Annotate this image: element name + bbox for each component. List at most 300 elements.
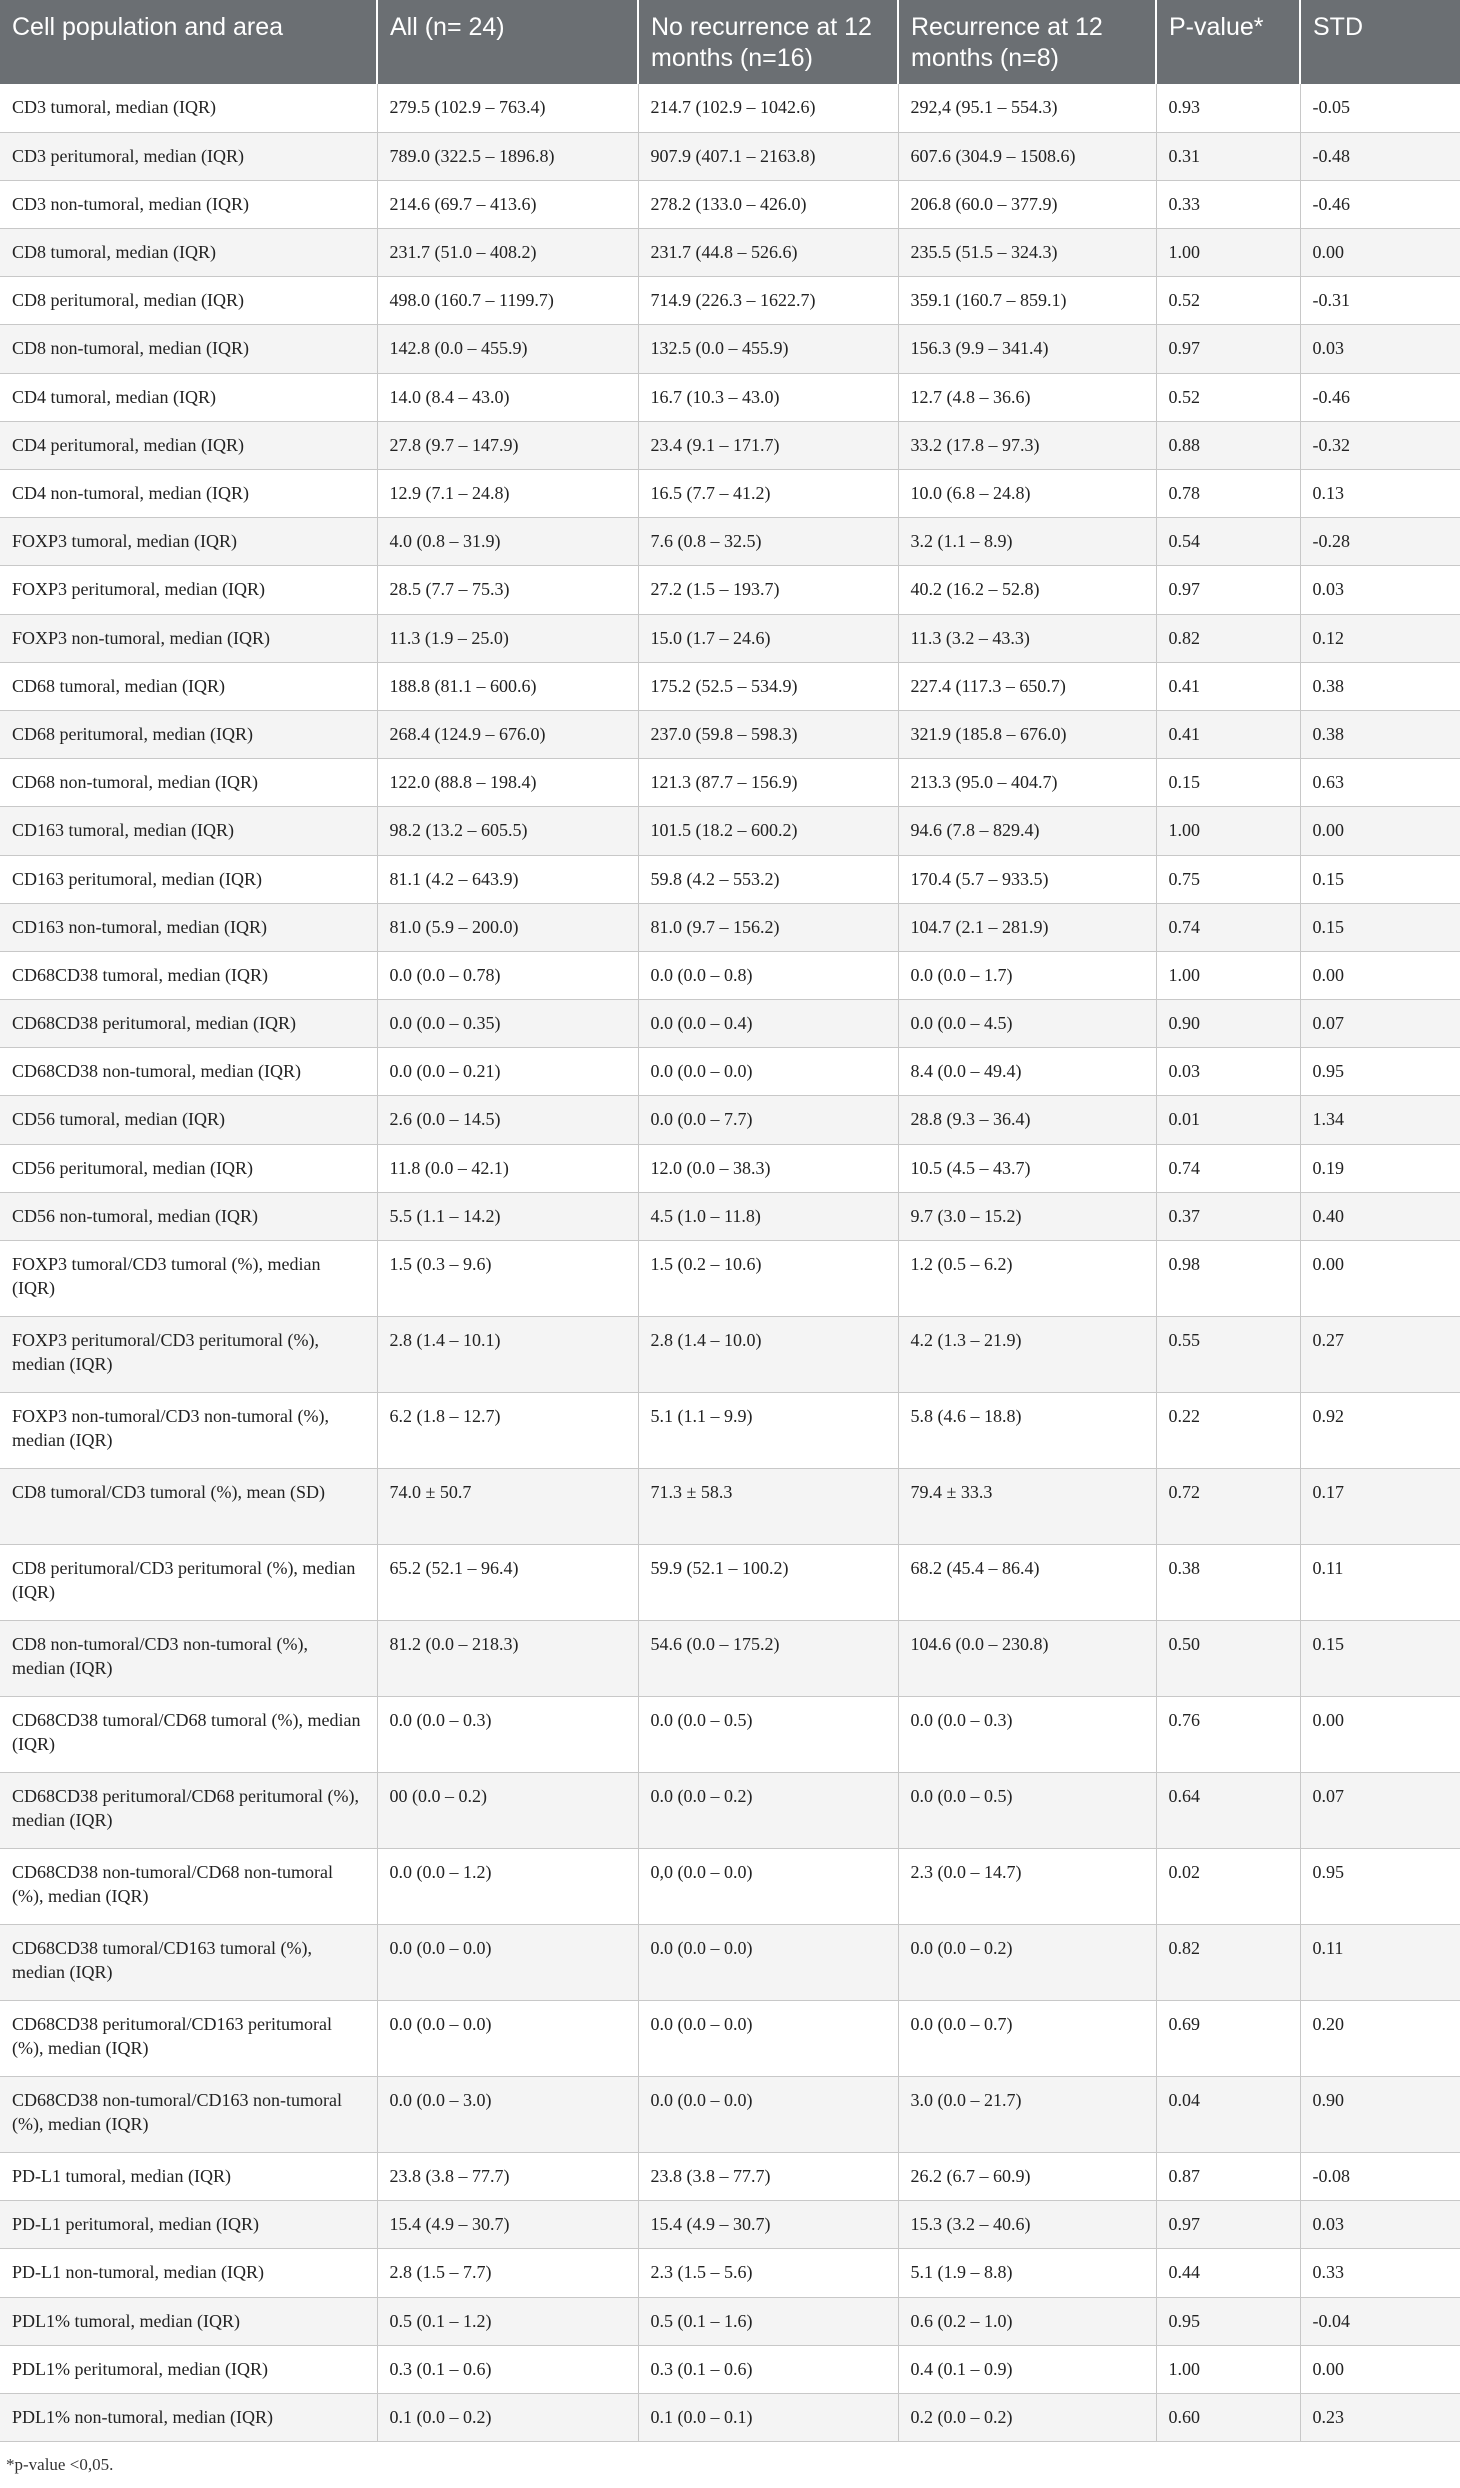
p-value-cell: 0.60	[1156, 2393, 1300, 2441]
table-row	[0, 614, 1460, 662]
table-row	[0, 277, 1460, 325]
cell-population-cell: CD8 tumoral, median (IQR)	[0, 229, 377, 277]
std-value-cell: 0.00	[1300, 1697, 1460, 1773]
no-recurrence-value-cell: 0.5 (0.1 – 1.6)	[638, 2297, 898, 2345]
table-row	[0, 180, 1460, 228]
p-value-cell: 0.72	[1156, 1469, 1300, 1545]
std-value-cell: 0.03	[1300, 566, 1460, 614]
all-value-cell: 81.1 (4.2 – 643.9)	[377, 855, 638, 903]
p-value-cell: 0.41	[1156, 662, 1300, 710]
std-value-cell: 0.17	[1300, 1469, 1460, 1545]
cell-population-cell: CD163 tumoral, median (IQR)	[0, 807, 377, 855]
recurrence-value-cell: 33.2 (17.8 – 97.3)	[898, 421, 1156, 469]
std-value-cell: 0.07	[1300, 1000, 1460, 1048]
p-value-cell: 0.88	[1156, 421, 1300, 469]
p-value-cell: 0.38	[1156, 1545, 1300, 1621]
recurrence-value-cell: 206.8 (60.0 – 377.9)	[898, 180, 1156, 228]
recurrence-value-cell: 0.0 (0.0 – 4.5)	[898, 1000, 1156, 1048]
std-value-cell: -0.04	[1300, 2297, 1460, 2345]
std-value-cell: 0.12	[1300, 614, 1460, 662]
std-value-cell: 0.00	[1300, 229, 1460, 277]
p-value-cell: 0.98	[1156, 1241, 1300, 1317]
std-value-cell: 0.15	[1300, 855, 1460, 903]
cell-population-cell: FOXP3 tumoral, median (IQR)	[0, 518, 377, 566]
p-value-cell: 0.31	[1156, 132, 1300, 180]
cell-population-cell: CD68CD38 tumoral/CD163 tumoral (%), median (IQR)	[0, 1925, 377, 2001]
recurrence-value-cell: 0.0 (0.0 – 0.2)	[898, 1925, 1156, 2001]
all-value-cell: 14.0 (8.4 – 43.0)	[377, 373, 638, 421]
table-row	[0, 325, 1460, 373]
table-row	[0, 1317, 1460, 1393]
no-recurrence-value-cell: 16.7 (10.3 – 43.0)	[638, 373, 898, 421]
cell-population-cell: CD4 tumoral, median (IQR)	[0, 373, 377, 421]
all-value-cell: 0.0 (0.0 – 3.0)	[377, 2077, 638, 2153]
cell-population-cell: CD68CD38 tumoral/CD68 tumoral (%), median (IQR)	[0, 1697, 377, 1773]
all-value-cell: 81.2 (0.0 – 218.3)	[377, 1621, 638, 1697]
std-value-cell: 0.15	[1300, 903, 1460, 951]
no-recurrence-value-cell: 5.1 (1.1 – 9.9)	[638, 1393, 898, 1469]
all-value-cell: 0.0 (0.0 – 0.3)	[377, 1697, 638, 1773]
no-recurrence-value-cell: 81.0 (9.7 – 156.2)	[638, 903, 898, 951]
column-header: All (n= 24)	[377, 0, 638, 84]
table-body	[0, 84, 1460, 2442]
cell-population-cell: CD68CD38 peritumoral/CD68 peritumoral (%), median (IQR)	[0, 1773, 377, 1849]
recurrence-value-cell: 9.7 (3.0 – 15.2)	[898, 1192, 1156, 1240]
no-recurrence-value-cell: 1.5 (0.2 – 10.6)	[638, 1241, 898, 1317]
all-value-cell: 0.5 (0.1 – 1.2)	[377, 2297, 638, 2345]
table-row	[0, 1469, 1460, 1545]
all-value-cell: 27.8 (9.7 – 147.9)	[377, 421, 638, 469]
no-recurrence-value-cell: 121.3 (87.7 – 156.9)	[638, 759, 898, 807]
recurrence-value-cell: 8.4 (0.0 – 49.4)	[898, 1048, 1156, 1096]
cell-population-cell: CD8 non-tumoral/CD3 non-tumoral (%), median (IQR)	[0, 1621, 377, 1697]
std-value-cell: 0.95	[1300, 1849, 1460, 1925]
p-value-cell: 0.69	[1156, 2001, 1300, 2077]
p-value-cell: 0.50	[1156, 1621, 1300, 1697]
cell-population-cell: FOXP3 non-tumoral/CD3 non-tumoral (%), median (IQR)	[0, 1393, 377, 1469]
column-header: P-value*	[1156, 0, 1300, 84]
no-recurrence-value-cell: 214.7 (102.9 – 1042.6)	[638, 84, 898, 132]
all-value-cell: 214.6 (69.7 – 413.6)	[377, 180, 638, 228]
p-value-cell: 0.55	[1156, 1317, 1300, 1393]
p-value-cell: 0.22	[1156, 1393, 1300, 1469]
all-value-cell: 2.8 (1.5 – 7.7)	[377, 2249, 638, 2297]
all-value-cell: 0.1 (0.0 – 0.2)	[377, 2393, 638, 2441]
table-row	[0, 662, 1460, 710]
cell-population-cell: CD163 peritumoral, median (IQR)	[0, 855, 377, 903]
p-value-cell: 0.01	[1156, 1096, 1300, 1144]
column-header: No recurrence at 12 months (n=16)	[638, 0, 898, 84]
no-recurrence-value-cell: 15.4 (4.9 – 30.7)	[638, 2201, 898, 2249]
table-header	[0, 0, 1460, 84]
cell-population-cell: CD68 peritumoral, median (IQR)	[0, 710, 377, 758]
cell-population-cell: CD3 peritumoral, median (IQR)	[0, 132, 377, 180]
std-value-cell: 1.34	[1300, 1096, 1460, 1144]
table-row	[0, 1393, 1460, 1469]
cell-population-cell: CD3 non-tumoral, median (IQR)	[0, 180, 377, 228]
p-value-cell: 0.52	[1156, 373, 1300, 421]
no-recurrence-value-cell: 16.5 (7.7 – 41.2)	[638, 470, 898, 518]
recurrence-value-cell: 1.2 (0.5 – 6.2)	[898, 1241, 1156, 1317]
cell-population-cell: CD4 peritumoral, median (IQR)	[0, 421, 377, 469]
std-value-cell: -0.48	[1300, 132, 1460, 180]
recurrence-value-cell: 79.4 ± 33.3	[898, 1469, 1156, 1545]
header-row	[0, 0, 1460, 84]
recurrence-value-cell: 5.1 (1.9 – 8.8)	[898, 2249, 1156, 2297]
std-value-cell: 0.19	[1300, 1144, 1460, 1192]
p-value-cell: 0.74	[1156, 1144, 1300, 1192]
cell-population-cell: PD-L1 non-tumoral, median (IQR)	[0, 2249, 377, 2297]
all-value-cell: 15.4 (4.9 – 30.7)	[377, 2201, 638, 2249]
all-value-cell: 122.0 (88.8 – 198.4)	[377, 759, 638, 807]
recurrence-value-cell: 12.7 (4.8 – 36.6)	[898, 373, 1156, 421]
all-value-cell: 12.9 (7.1 – 24.8)	[377, 470, 638, 518]
no-recurrence-value-cell: 15.0 (1.7 – 24.6)	[638, 614, 898, 662]
table-row	[0, 1241, 1460, 1317]
recurrence-value-cell: 2.3 (0.0 – 14.7)	[898, 1849, 1156, 1925]
std-value-cell: -0.46	[1300, 180, 1460, 228]
no-recurrence-value-cell: 27.2 (1.5 – 193.7)	[638, 566, 898, 614]
cell-population-cell: CD56 peritumoral, median (IQR)	[0, 1144, 377, 1192]
no-recurrence-value-cell: 0.0 (0.0 – 0.0)	[638, 2001, 898, 2077]
std-value-cell: 0.11	[1300, 1545, 1460, 1621]
all-value-cell: 0.3 (0.1 – 0.6)	[377, 2345, 638, 2393]
table-row	[0, 84, 1460, 132]
no-recurrence-value-cell: 0.0 (0.0 – 7.7)	[638, 1096, 898, 1144]
p-value-cell: 0.15	[1156, 759, 1300, 807]
cell-population-cell: CD8 tumoral/CD3 tumoral (%), mean (SD)	[0, 1469, 377, 1545]
all-value-cell: 28.5 (7.7 – 75.3)	[377, 566, 638, 614]
recurrence-value-cell: 0.0 (0.0 – 0.5)	[898, 1773, 1156, 1849]
no-recurrence-value-cell: 23.4 (9.1 – 171.7)	[638, 421, 898, 469]
table-row	[0, 903, 1460, 951]
std-value-cell: 0.95	[1300, 1048, 1460, 1096]
std-value-cell: 0.40	[1300, 1192, 1460, 1240]
p-value-cell: 0.44	[1156, 2249, 1300, 2297]
table-row	[0, 566, 1460, 614]
p-value-cell: 0.90	[1156, 1000, 1300, 1048]
no-recurrence-value-cell: 0.0 (0.0 – 0.5)	[638, 1697, 898, 1773]
all-value-cell: 23.8 (3.8 – 77.7)	[377, 2153, 638, 2201]
no-recurrence-value-cell: 12.0 (0.0 – 38.3)	[638, 1144, 898, 1192]
recurrence-value-cell: 607.6 (304.9 – 1508.6)	[898, 132, 1156, 180]
p-value-cell: 0.97	[1156, 566, 1300, 614]
p-value-cell: 0.33	[1156, 180, 1300, 228]
p-value-cell: 1.00	[1156, 2345, 1300, 2393]
std-value-cell: 0.00	[1300, 807, 1460, 855]
recurrence-value-cell: 0.4 (0.1 – 0.9)	[898, 2345, 1156, 2393]
no-recurrence-value-cell: 23.8 (3.8 – 77.7)	[638, 2153, 898, 2201]
table-row	[0, 807, 1460, 855]
table-row	[0, 132, 1460, 180]
p-value-cell: 0.76	[1156, 1697, 1300, 1773]
column-header: STD	[1313, 13, 1363, 41]
std-value-cell: 0.33	[1300, 2249, 1460, 2297]
no-recurrence-value-cell: 0.0 (0.0 – 0.0)	[638, 1925, 898, 2001]
p-value-cell: 0.97	[1156, 2201, 1300, 2249]
p-value-cell: 0.97	[1156, 325, 1300, 373]
cell-population-cell: CD68CD38 tumoral, median (IQR)	[0, 951, 377, 999]
no-recurrence-value-cell: 0.0 (0.0 – 0.4)	[638, 1000, 898, 1048]
no-recurrence-value-cell: 54.6 (0.0 – 175.2)	[638, 1621, 898, 1697]
std-value-cell: -0.32	[1300, 421, 1460, 469]
table-row	[0, 1545, 1460, 1621]
cell-population-cell: PDL1% peritumoral, median (IQR)	[0, 2345, 377, 2393]
no-recurrence-value-cell: 59.8 (4.2 – 553.2)	[638, 855, 898, 903]
table-row	[0, 2201, 1460, 2249]
std-value-cell: 0.20	[1300, 2001, 1460, 2077]
column-header: Cell population and area	[0, 0, 377, 84]
no-recurrence-value-cell: 907.9 (407.1 – 2163.8)	[638, 132, 898, 180]
p-value-cell: 0.03	[1156, 1048, 1300, 1096]
cell-population-cell: CD56 tumoral, median (IQR)	[0, 1096, 377, 1144]
table-row	[0, 470, 1460, 518]
all-value-cell: 0.0 (0.0 – 0.21)	[377, 1048, 638, 1096]
no-recurrence-value-cell: 0.3 (0.1 – 0.6)	[638, 2345, 898, 2393]
std-value-cell: -0.08	[1300, 2153, 1460, 2201]
std-value-cell: 0.92	[1300, 1393, 1460, 1469]
no-recurrence-value-cell: 101.5 (18.2 – 600.2)	[638, 807, 898, 855]
cell-population-cell: CD3 tumoral, median (IQR)	[0, 84, 377, 132]
no-recurrence-value-cell: 0.0 (0.0 – 0.2)	[638, 1773, 898, 1849]
cell-population-cell: CD68 tumoral, median (IQR)	[0, 662, 377, 710]
recurrence-value-cell: 0.0 (0.0 – 0.3)	[898, 1697, 1156, 1773]
recurrence-value-cell: 40.2 (16.2 – 52.8)	[898, 566, 1156, 614]
std-value-cell: 0.38	[1300, 710, 1460, 758]
std-value-cell: 0.03	[1300, 2201, 1460, 2249]
table-row	[0, 2001, 1460, 2077]
all-value-cell: 81.0 (5.9 – 200.0)	[377, 903, 638, 951]
all-value-cell: 98.2 (13.2 – 605.5)	[377, 807, 638, 855]
table-row	[0, 710, 1460, 758]
all-value-cell: 0.0 (0.0 – 0.0)	[377, 1925, 638, 2001]
cell-population-cell: PD-L1 tumoral, median (IQR)	[0, 2153, 377, 2201]
recurrence-value-cell: 94.6 (7.8 – 829.4)	[898, 807, 1156, 855]
no-recurrence-value-cell: 71.3 ± 58.3	[638, 1469, 898, 1545]
no-recurrence-value-cell: 2.8 (1.4 – 10.0)	[638, 1317, 898, 1393]
p-value-cell: 0.52	[1156, 277, 1300, 325]
no-recurrence-value-cell: 237.0 (59.8 – 598.3)	[638, 710, 898, 758]
all-value-cell: 65.2 (52.1 – 96.4)	[377, 1545, 638, 1621]
column-header: Recurrence at 12 months (n=8)	[898, 0, 1156, 84]
p-value-cell: 0.02	[1156, 1849, 1300, 1925]
p-value-cell: 0.82	[1156, 1925, 1300, 2001]
std-value-cell: -0.05	[1300, 84, 1460, 132]
no-recurrence-value-cell: 132.5 (0.0 – 455.9)	[638, 325, 898, 373]
no-recurrence-value-cell: 0.0 (0.0 – 0.0)	[638, 2077, 898, 2153]
table-row	[0, 1192, 1460, 1240]
recurrence-value-cell: 10.5 (4.5 – 43.7)	[898, 1144, 1156, 1192]
std-value-cell: 0.38	[1300, 662, 1460, 710]
p-value-cell: 0.95	[1156, 2297, 1300, 2345]
std-value-cell: 0.00	[1300, 1241, 1460, 1317]
table-row	[0, 951, 1460, 999]
recurrence-value-cell: 170.4 (5.7 – 933.5)	[898, 855, 1156, 903]
std-value-cell: 0.07	[1300, 1773, 1460, 1849]
table-row	[0, 2249, 1460, 2297]
cell-population-cell: CD68CD38 non-tumoral, median (IQR)	[0, 1048, 377, 1096]
recurrence-value-cell: 359.1 (160.7 – 859.1)	[898, 277, 1156, 325]
all-value-cell: 2.6 (0.0 – 14.5)	[377, 1096, 638, 1144]
recurrence-value-cell: 26.2 (6.7 – 60.9)	[898, 2153, 1156, 2201]
table-row	[0, 1773, 1460, 1849]
table-row	[0, 1621, 1460, 1697]
no-recurrence-value-cell: 7.6 (0.8 – 32.5)	[638, 518, 898, 566]
p-value-cell: 0.74	[1156, 903, 1300, 951]
no-recurrence-value-cell: 4.5 (1.0 – 11.8)	[638, 1192, 898, 1240]
all-value-cell: 188.8 (81.1 – 600.6)	[377, 662, 638, 710]
cell-population-cell: CD8 peritumoral/CD3 peritumoral (%), median (IQR)	[0, 1545, 377, 1621]
recurrence-value-cell: 15.3 (3.2 – 40.6)	[898, 2201, 1156, 2249]
std-value-cell: -0.28	[1300, 518, 1460, 566]
recurrence-value-cell: 235.5 (51.5 – 324.3)	[898, 229, 1156, 277]
p-value-cell: 0.75	[1156, 855, 1300, 903]
recurrence-value-cell: 0.0 (0.0 – 0.7)	[898, 2001, 1156, 2077]
p-value-cell: 0.04	[1156, 2077, 1300, 2153]
table-row	[0, 1925, 1460, 2001]
p-value-cell: 0.93	[1156, 84, 1300, 132]
no-recurrence-value-cell: 0,0 (0.0 – 0.0)	[638, 1849, 898, 1925]
recurrence-value-cell: 156.3 (9.9 – 341.4)	[898, 325, 1156, 373]
cell-population-cell: CD4 non-tumoral, median (IQR)	[0, 470, 377, 518]
p-value-cell: 1.00	[1156, 951, 1300, 999]
recurrence-value-cell: 10.0 (6.8 – 24.8)	[898, 470, 1156, 518]
std-value-cell: 0.27	[1300, 1317, 1460, 1393]
all-value-cell: 268.4 (124.9 – 676.0)	[377, 710, 638, 758]
table-row	[0, 421, 1460, 469]
std-value-cell: -0.46	[1300, 373, 1460, 421]
all-value-cell: 0.0 (0.0 – 0.78)	[377, 951, 638, 999]
cell-population-cell: CD56 non-tumoral, median (IQR)	[0, 1192, 377, 1240]
cell-population-cell: FOXP3 tumoral/CD3 tumoral (%), median (IQR)	[0, 1241, 377, 1317]
table-row	[0, 2393, 1460, 2441]
no-recurrence-value-cell: 175.2 (52.5 – 534.9)	[638, 662, 898, 710]
std-value-cell: 0.13	[1300, 470, 1460, 518]
p-value-cell: 0.41	[1156, 710, 1300, 758]
p-value-cell: 0.87	[1156, 2153, 1300, 2201]
recurrence-value-cell: 0.2 (0.0 – 0.2)	[898, 2393, 1156, 2441]
no-recurrence-value-cell: 714.9 (226.3 – 1622.7)	[638, 277, 898, 325]
all-value-cell: 231.7 (51.0 – 408.2)	[377, 229, 638, 277]
p-value-cell: 1.00	[1156, 229, 1300, 277]
all-value-cell: 142.8 (0.0 – 455.9)	[377, 325, 638, 373]
table-row	[0, 2077, 1460, 2153]
table-row	[0, 855, 1460, 903]
all-value-cell: 11.8 (0.0 – 42.1)	[377, 1144, 638, 1192]
all-value-cell: 789.0 (322.5 – 1896.8)	[377, 132, 638, 180]
cell-population-cell: CD68CD38 non-tumoral/CD68 non-tumoral (%), median (IQR)	[0, 1849, 377, 1925]
std-value-cell: 0.00	[1300, 2345, 1460, 2393]
recurrence-value-cell: 292,4 (95.1 – 554.3)	[898, 84, 1156, 132]
cell-population-cell: CD8 non-tumoral, median (IQR)	[0, 325, 377, 373]
all-value-cell: 6.2 (1.8 – 12.7)	[377, 1393, 638, 1469]
table-row	[0, 2297, 1460, 2345]
table-row	[0, 1697, 1460, 1773]
cell-population-cell: CD68CD38 non-tumoral/CD163 non-tumoral (%), median (IQR)	[0, 2077, 377, 2153]
table-row	[0, 1849, 1460, 1925]
table-row	[0, 1144, 1460, 1192]
recurrence-value-cell: 227.4 (117.3 – 650.7)	[898, 662, 1156, 710]
all-value-cell: 74.0 ± 50.7	[377, 1469, 638, 1545]
recurrence-value-cell: 11.3 (3.2 – 43.3)	[898, 614, 1156, 662]
table-row	[0, 373, 1460, 421]
table-row	[0, 1096, 1460, 1144]
std-value-cell: 0.15	[1300, 1621, 1460, 1697]
all-value-cell: 279.5 (102.9 – 763.4)	[377, 84, 638, 132]
all-value-cell: 0.0 (0.0 – 1.2)	[377, 1849, 638, 1925]
all-value-cell: 498.0 (160.7 – 1199.7)	[377, 277, 638, 325]
std-value-cell: 0.90	[1300, 2077, 1460, 2153]
all-value-cell: 5.5 (1.1 – 14.2)	[377, 1192, 638, 1240]
cell-population-cell: FOXP3 peritumoral/CD3 peritumoral (%), median (IQR)	[0, 1317, 377, 1393]
table-row	[0, 1048, 1460, 1096]
recurrence-value-cell: 104.7 (2.1 – 281.9)	[898, 903, 1156, 951]
all-value-cell: 00 (0.0 – 0.2)	[377, 1773, 638, 1849]
all-value-cell: 0.0 (0.0 – 0.0)	[377, 2001, 638, 2077]
cell-population-cell: FOXP3 non-tumoral, median (IQR)	[0, 614, 377, 662]
no-recurrence-value-cell: 0.1 (0.0 – 0.1)	[638, 2393, 898, 2441]
table-row	[0, 759, 1460, 807]
table-row	[0, 2345, 1460, 2393]
no-recurrence-value-cell: 0.0 (0.0 – 0.0)	[638, 1048, 898, 1096]
recurrence-value-cell: 104.6 (0.0 – 230.8)	[898, 1621, 1156, 1697]
no-recurrence-value-cell: 278.2 (133.0 – 426.0)	[638, 180, 898, 228]
p-value-cell: 0.82	[1156, 614, 1300, 662]
std-value-cell: -0.31	[1300, 277, 1460, 325]
no-recurrence-value-cell: 231.7 (44.8 – 526.6)	[638, 229, 898, 277]
p-value-cell: 0.78	[1156, 470, 1300, 518]
std-value-cell: 0.11	[1300, 1925, 1460, 2001]
all-value-cell: 0.0 (0.0 – 0.35)	[377, 1000, 638, 1048]
cell-population-cell: PDL1% non-tumoral, median (IQR)	[0, 2393, 377, 2441]
no-recurrence-value-cell: 0.0 (0.0 – 0.8)	[638, 951, 898, 999]
p-value-cell: 1.00	[1156, 807, 1300, 855]
all-value-cell: 1.5 (0.3 – 9.6)	[377, 1241, 638, 1317]
table-row	[0, 518, 1460, 566]
cell-population-cell: CD68CD38 peritumoral, median (IQR)	[0, 1000, 377, 1048]
p-value-cell: 0.64	[1156, 1773, 1300, 1849]
all-value-cell: 4.0 (0.8 – 31.9)	[377, 518, 638, 566]
cell-population-cell: CD68 non-tumoral, median (IQR)	[0, 759, 377, 807]
table-row	[0, 229, 1460, 277]
std-value-cell: 0.63	[1300, 759, 1460, 807]
table-row	[0, 1000, 1460, 1048]
recurrence-value-cell: 213.3 (95.0 – 404.7)	[898, 759, 1156, 807]
cell-population-cell: CD8 peritumoral, median (IQR)	[0, 277, 377, 325]
cell-population-cell: PDL1% tumoral, median (IQR)	[0, 2297, 377, 2345]
table-footnote: *p-value <0,05.	[6, 2455, 114, 2474]
std-value-cell: 0.23	[1300, 2393, 1460, 2441]
recurrence-value-cell: 4.2 (1.3 – 21.9)	[898, 1317, 1156, 1393]
p-value-cell: 0.54	[1156, 518, 1300, 566]
recurrence-value-cell: 5.8 (4.6 – 18.8)	[898, 1393, 1156, 1469]
recurrence-value-cell: 0.0 (0.0 – 1.7)	[898, 951, 1156, 999]
std-value-cell: 0.00	[1300, 951, 1460, 999]
cell-population-cell: CD68CD38 peritumoral/CD163 peritumoral (%), median (IQR)	[0, 2001, 377, 2077]
p-value-cell: 0.37	[1156, 1192, 1300, 1240]
cell-population-cell: FOXP3 peritumoral, median (IQR)	[0, 566, 377, 614]
recurrence-value-cell: 3.0 (0.0 – 21.7)	[898, 2077, 1156, 2153]
table-row	[0, 2153, 1460, 2201]
recurrence-value-cell: 321.9 (185.8 – 676.0)	[898, 710, 1156, 758]
recurrence-value-cell: 28.8 (9.3 – 36.4)	[898, 1096, 1156, 1144]
std-value-cell: 0.03	[1300, 325, 1460, 373]
no-recurrence-value-cell: 2.3 (1.5 – 5.6)	[638, 2249, 898, 2297]
recurrence-value-cell: 3.2 (1.1 – 8.9)	[898, 518, 1156, 566]
recurrence-value-cell: 68.2 (45.4 – 86.4)	[898, 1545, 1156, 1621]
all-value-cell: 11.3 (1.9 – 25.0)	[377, 614, 638, 662]
cell-population-cell: CD163 non-tumoral, median (IQR)	[0, 903, 377, 951]
